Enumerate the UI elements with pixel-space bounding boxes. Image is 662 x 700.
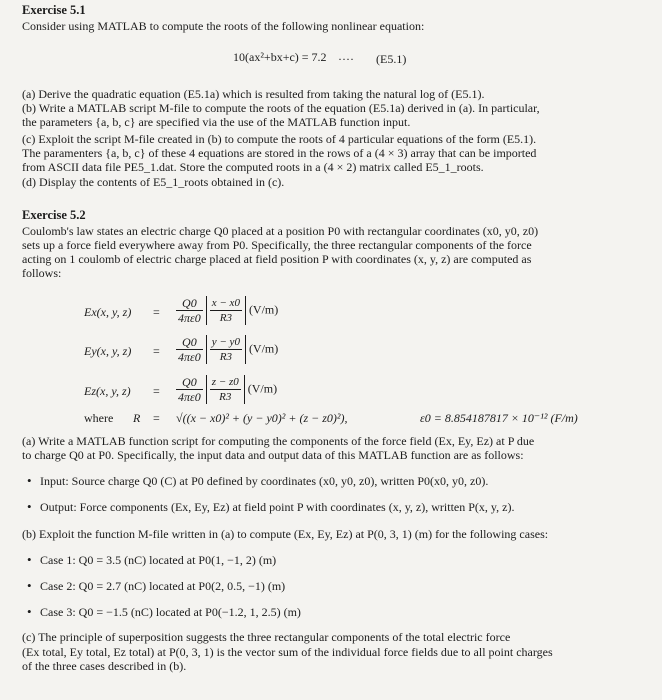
epsilon-definition: ε0 = 8.854187817 × 10⁻¹² (F/m): [420, 411, 578, 425]
q0-numerator: Q0: [176, 296, 203, 311]
ex51-part-c-line1: (c) Exploit the script M-file created in (b) to compute the roots of 4 particular equations of the form (E5.1).: [22, 132, 537, 146]
ex51-part-a: (a) Derive the quadratic equation (E5.1a) which is resulted from taking the natural log of (E5.1).: [22, 87, 485, 101]
ex-rhs: [176, 296, 278, 325]
ex51-part-c-line3: from ASCII data file PE5_1.dat. Store the computed roots in a (4 × 2) matrix called E5_1_roots.: [22, 160, 484, 174]
ex52-para-line4: follows:: [22, 266, 62, 280]
ex51-part-d: (d) Display the contents of E5_1_roots obtained in (c).: [22, 175, 285, 189]
r-cubed: R3: [219, 391, 232, 404]
r-symbol: R: [133, 411, 141, 425]
where-label: where: [84, 411, 114, 425]
ex51-part-c-line2: The paramenters {a, b, c} of these 4 equations are stored in the rows of a (4 × 3) array that can be imported: [22, 146, 537, 160]
ex52-para-line3: acting on 1 coulomb of electric charge placed at field position P with coordinates (x, y, z) are computed as: [22, 252, 532, 266]
ex52-part-c-line2: (Ex total, Ey total, Ez total) at P(0, 3, 1) is the vector sum of the individual force fields due to all point charges: [22, 645, 553, 659]
ex-unit: (V/m): [248, 302, 279, 317]
ex52-para-line1: Coulomb's law states an electric charge Q0 placed at a position P0 with rectangular coordinates (x0, y0, z0): [22, 224, 539, 238]
output-bullet: • Output: Force components (Ex, Ey, Ez) at field point P with coordinates (x, y, z), written P(x, y, z).: [40, 500, 514, 514]
r-definition: √((x − x0)² + (y − y0)² + (z − z0)²),: [176, 411, 348, 425]
ey-numerator: y − y0: [210, 335, 242, 350]
ex-lhs: Ex(x, y, z): [84, 305, 132, 319]
ex52-part-b: (b) Exploit the function M-file written in (a) to compute (Ex, Ey, Ez) at P(0, 3, 1) (m) for the following cases:: [22, 527, 549, 541]
q0-numerator: Q0: [176, 335, 203, 350]
four-pi-eps: 4πε0: [178, 390, 201, 405]
input-bullet: • Input: Source charge Q0 (C) at P0 defined by coordinates (x0, y0, z0), written P0(x0, y0, z0).: [40, 474, 488, 488]
ez-lhs: Ez(x, y, z): [84, 384, 131, 398]
r-cubed: R3: [219, 312, 232, 325]
ex-numerator: x − x0: [210, 296, 242, 311]
ex51-intro: Consider using MATLAB to compute the roots of the following nonlinear equation:: [22, 19, 425, 33]
equation-dots: ····: [338, 52, 354, 66]
ez-rhs: [176, 375, 277, 404]
ez-numerator: z − z0: [210, 375, 241, 390]
equation-text: 10(ax²+bx+c) = 7.2: [233, 50, 327, 64]
ex52-part-a-line2: to charge Q0 at P0. Specifically, the input data and output data of this MATLAB function are as follows:: [22, 448, 524, 462]
ex52-para-line2: sets up a force field everywhere away from P0. Specifically, the three rectangular components of the force: [22, 238, 532, 252]
ey-unit: (V/m): [248, 341, 279, 356]
q0-numerator: Q0: [176, 375, 203, 390]
ez-unit: (V/m): [247, 381, 278, 396]
exercise-5-1-title: Exercise 5.1: [22, 3, 86, 17]
ex52-part-c-line1: (c) The principle of superposition suggests the three rectangular components of the total electric force: [22, 630, 511, 644]
four-pi-eps: 4πε0: [178, 311, 201, 326]
ex51-part-b-line2: the parameters {a, b, c} are specified via the use of the MATLAB function input.: [22, 115, 411, 129]
r-equals: =: [153, 411, 160, 425]
exercise-5-2-title: Exercise 5.2: [22, 208, 86, 222]
ex52-part-a-line1: (a) Write a MATLAB function script for computing the components of the force field (Ex, Ey, Ez) at P due: [22, 434, 535, 448]
ey-equals: =: [153, 344, 160, 358]
ex51-equation: [233, 50, 327, 64]
equation-label: (E5.1): [376, 52, 407, 66]
ey-rhs: [176, 335, 278, 364]
r-cubed: R3: [219, 351, 232, 364]
ez-equals: =: [153, 384, 160, 398]
ex51-part-b-line1: (b) Write a MATLAB script M-file to compute the roots of the equation (E5.1a) derived in (a). In particular,: [22, 101, 540, 115]
case-2-bullet: • Case 2: Q0 = 2.7 (nC) located at P0(2, 0.5, −1) (m): [40, 579, 285, 593]
case-1-bullet: • Case 1: Q0 = 3.5 (nC) located at P0(1, −1, 2) (m): [40, 553, 276, 567]
ex52-part-c-line3: of the three cases described in (b).: [22, 659, 187, 673]
ex-equals: =: [153, 305, 160, 319]
case-3-bullet: • Case 3: Q0 = −1.5 (nC) located at P0(−1.2, 1, 2.5) (m): [40, 605, 301, 619]
ey-lhs: Ey(x, y, z): [84, 344, 132, 358]
four-pi-eps: 4πε0: [178, 350, 201, 365]
